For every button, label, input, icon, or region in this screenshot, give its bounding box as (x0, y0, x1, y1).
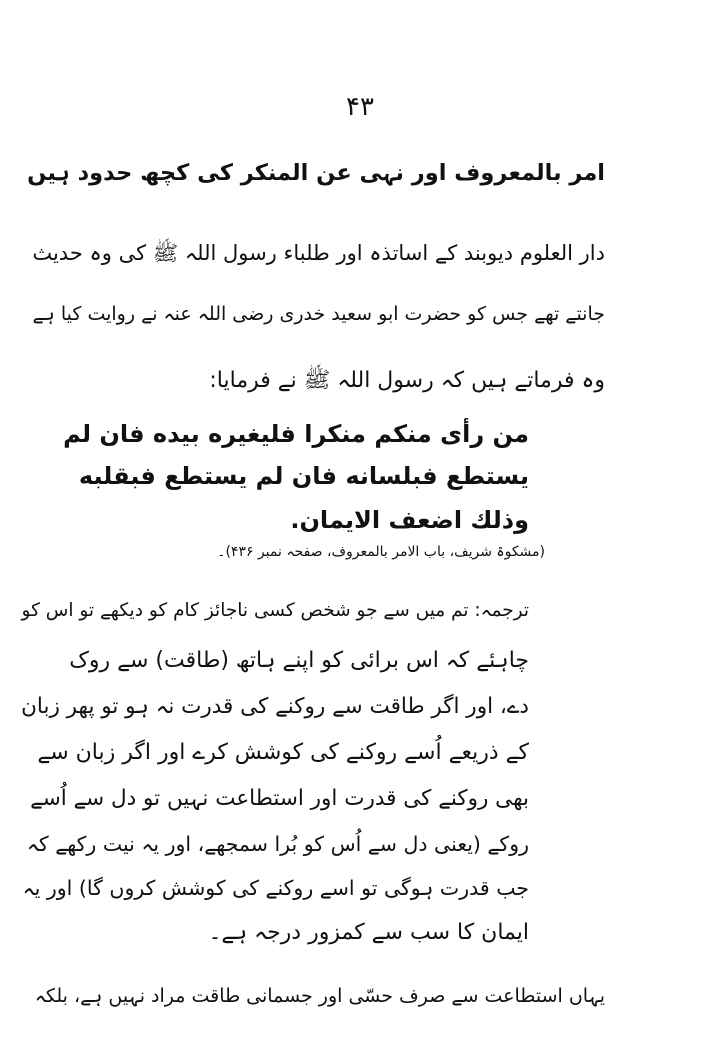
intro-line-3: وہ فرماتے ہیں کہ رسول اللہ ﷺ نے فرمایا: (209, 368, 605, 393)
translation-line-3: دے، اور اگر طاقت سے روکنے کی قدرت نہ ہو تو پھر زبان (21, 694, 529, 719)
translation-line-7: جب قدرت ہوگی تو اسے روکنے کی کوشش کروں گا) اور یہ (22, 876, 529, 900)
intro-line-1: دار العلوم دیوبند کے اساتذہ اور طلباء رسول اللہ ﷺ کی وہ حدیث (32, 241, 605, 265)
closing-line: یہاں استطاعت سے صرف حسّی اور جسمانی طاقت مراد نہیں ہے، بلکہ (34, 985, 605, 1007)
hadith-line-2: يستطع فبلسانه فان لم يستطع فبقلبه (78, 462, 529, 490)
hadith-reference: (مشکوۃ شریف، باب الامر بالمعروف، صفحہ نمبر ۴۳۶)۔ (217, 544, 545, 560)
hadith-line-1: من رأى منكم منكرا فليغيره بيده فان لم (63, 420, 529, 448)
translation-line-4: کے ذریعے اُسے روکنے کی کوشش کرے اور اگر زبان سے (37, 740, 529, 765)
translation-line-1: ترجمہ: تم میں سے جو شخص کسی ناجائز کام کو دیکھے تو اس کو (21, 600, 529, 621)
translation-line-8: ایمان کا سب سے کمزور درجہ ہے۔ (208, 920, 529, 945)
hadith-line-3: وذلك اضعف الايمان. (290, 506, 529, 534)
page-number: ۴۳ (346, 92, 374, 122)
translation-line-5: بھی روکنے کی قدرت اور استطاعت نہیں تو دل سے اُسے (30, 786, 529, 811)
translation-line-6: روکے (یعنی دل سے اُس کو بُرا سمجھے، اور یہ نیت رکھے کہ (26, 832, 529, 856)
section-heading: امر بالمعروف اور نہی عن المنکر کی کچھ حدود ہیں (27, 160, 605, 186)
translation-line-2: چاہئے کہ اس برائی کو اپنے ہاتھ (طاقت) سے روک (69, 648, 529, 673)
intro-line-2: جانتے تھے جس کو حضرت ابو سعید خدری رضی اللہ عنہ نے روایت کیا ہے (32, 303, 605, 325)
